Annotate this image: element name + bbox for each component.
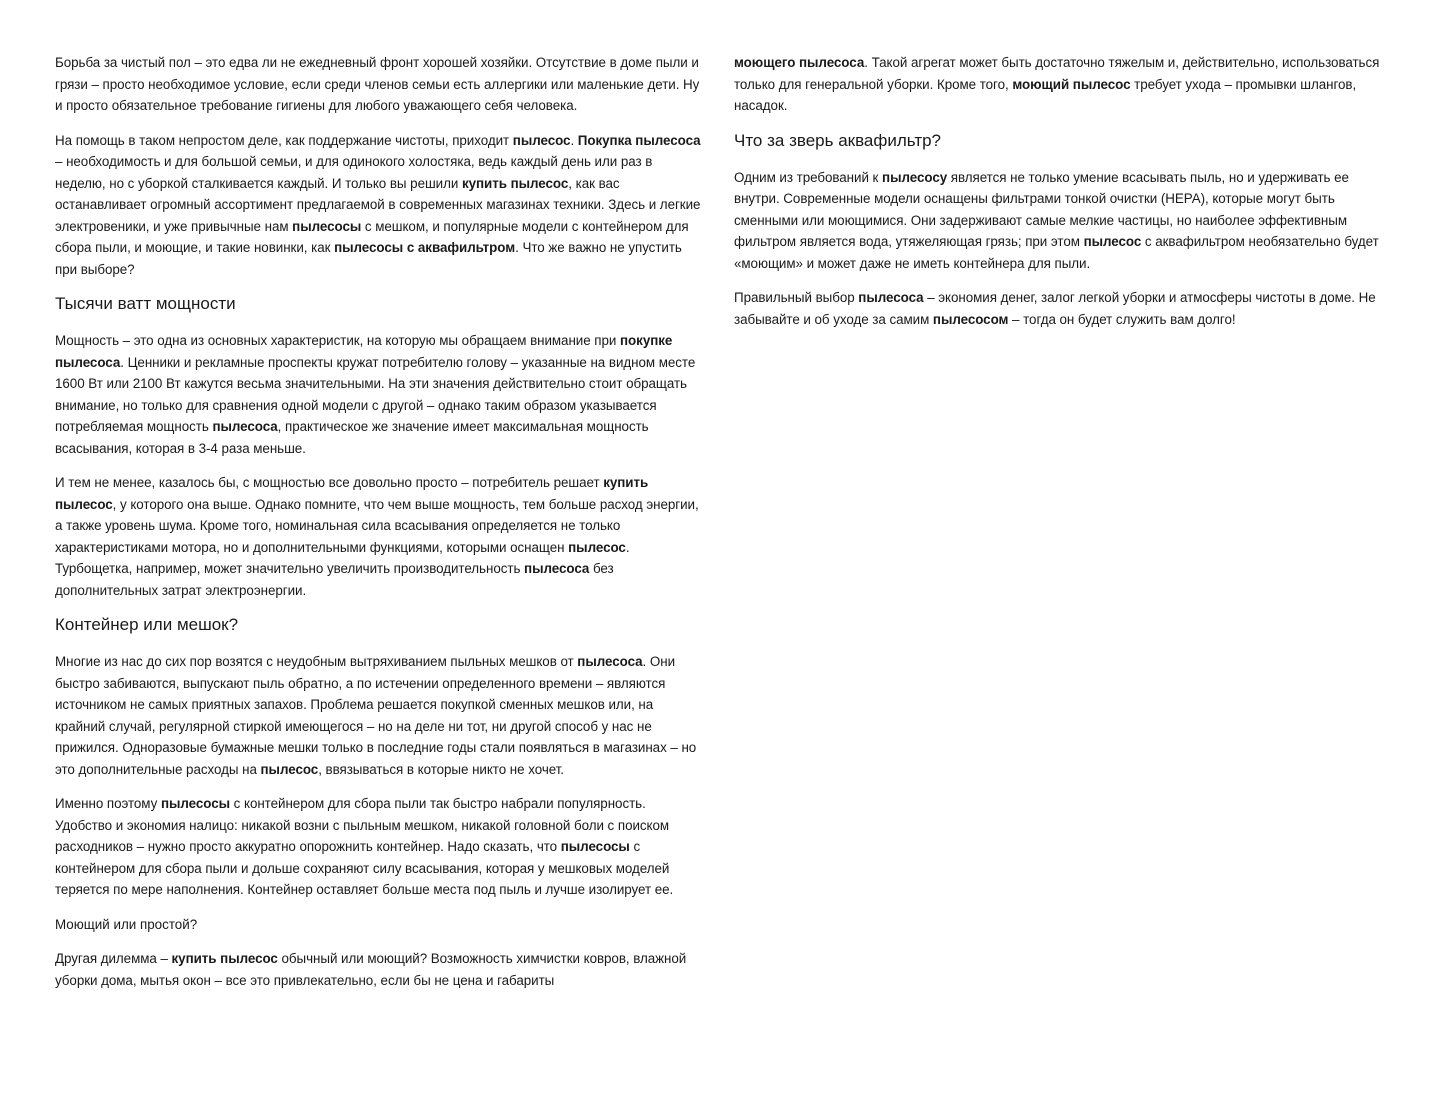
left-column bbox=[55, 52, 705, 1004]
power-section-heading: Тысячи ватт мощности bbox=[55, 294, 236, 313]
power-paragraph-2: И тем не менее, казалось бы, с мощностью все довольно просто – потребитель решает купить пылесос, у которого она выше. Однако помните, что чем выше мощность, тем больше расход энергии, а также уровень шума. Кроме того, номинальная сила всасывания определяется не только характеристиками мотора, но и дополнительными функциями, которыми оснащен пылесос. Турбощетка, например, может значительно увеличить производительность пылесоса без дополнительных затрат электроэнергии. bbox=[55, 475, 699, 598]
power-paragraph-1: Мощность – это одна из основных характеристик, на которую мы обращаем внимание при покупке пылесоса. Ценники и рекламные проспекты кружат потребителю голову – указанные на видном месте 1600 Вт или 2100 Вт кажутся весьма значительными. На эти значения действительно стоит обращать внимание, но только для сравнения одной модели с другой – однако таким образом указывается потребляемая мощность пылесоса, практическое же значение имеет максимальная мощность всасывания, которая в 3-4 раза меньше. bbox=[55, 333, 696, 456]
aquafilter-section-heading: Что за зверь аквафильтр? bbox=[734, 130, 942, 150]
vacuum-choice-paragraph: На помощь в таком непростом деле, как поддержание чистоты, приходит пылесос. Покупка пылесоса – необходимость и для большой семьи, и для одинокого холостяка, ведь каждый день или раз в неделю, но с уборкой сталкивается каждый. И только вы решили купить пылесос, как вас останавливает огромный ассортимент предлагаемой в современных магазинах техники. Здесь и легкие электровеники, и уже привычные нам пылесосы с мешком, и популярные модели с контейнером для сбора пыли, и моющие, и такие новинки, как пылесосы с аквафильтром. Что же важно не упустить при выборе? bbox=[55, 132, 701, 277]
washing-continuation-paragraph: моющего пылесоса. Такой агрегат может быть достаточно тяжелым и, действительно, использоваться только для генеральной уборки. Кроме того, моющий пылесос требует ухода – промывки шлангов, насадок. bbox=[734, 55, 1380, 113]
conclusion-paragraph: Правильный выбор пылесоса – экономия денег, залог легкой уборки и атмосферы чистоты в доме. Не забывайте и об уходе за самим пылесосом – тогда он будет служить вам долго! bbox=[734, 290, 1376, 327]
right-column bbox=[734, 52, 1386, 343]
aquafilter-paragraph: Одним из требований к пылесосу является не только умение всасывать пыль, но и удерживать ее внутри. Современные модели оснащены фильтрами тонкой очистки (HEPA), которые могут быть сменными или моющимися. Они задерживают самые мелкие частицы, но наиболее эффективным фильтром является вода, утяжеляющая грязь; при этом пылесос с аквафильтром необязательно будет «моющим» и может даже не иметь контейнера для пыли. bbox=[734, 169, 1379, 271]
container-paragraph: Именно поэтому пылесосы с контейнером для сбора пыли так быстро набрали популярность. Удобство и экономия налицо: никакой возни с пыльным мешком, никакой головной боли с поиском расходников – нужно просто аккуратно опорожнить контейнер. Надо сказать, что пылесосы с контейнером для сбора пыли и дольше сохраняют силу всасывания, которая у мешковых моделей теряется по мере наполнения. Контейнер оставляет больше места под пыль и лучше изолирует ее. bbox=[55, 796, 674, 897]
container-section-heading: Контейнер или мешок? bbox=[55, 615, 239, 634]
intro-paragraph: Борьба за чистый пол – это едва ли не ежедневный фронт хорошей хозяйки. Отсутствие в доме пыли и грязи – просто необходимое условие, если среди членов семьи есть аллергики или маленькие дети. Ну и просто обязательное требование гигиены для любого уважающего себя человека. bbox=[55, 55, 700, 113]
washing-subheading: Моющий или простой? bbox=[55, 916, 198, 932]
bag-paragraph: Многие из нас до сих пор возятся с неудобным вытряхиванием пыльных мешков от пылесоса. Они быстро забиваются, выпускают пыль обратно, а по истечении определенного времени – являются источником не самых приятных запахов. Проблема решается покупкой сменных мешков или, на крайний случай, регулярной стиркой имеющегося – но на деле ни тот, ни другой способ у нас не прижился. Одноразовые бумажные мешки только в последние годы стали появляться в магазинах – но это дополнительные расходы на пылесос, ввязываться в которые никто не хочет. bbox=[55, 654, 697, 777]
washing-paragraph: Другая дилемма – купить пылесос обычный или моющий? Возможность химчистки ковров, влажной уборки дома, мытья окон – все это привлекательно, если бы не цена и габариты bbox=[55, 951, 687, 988]
